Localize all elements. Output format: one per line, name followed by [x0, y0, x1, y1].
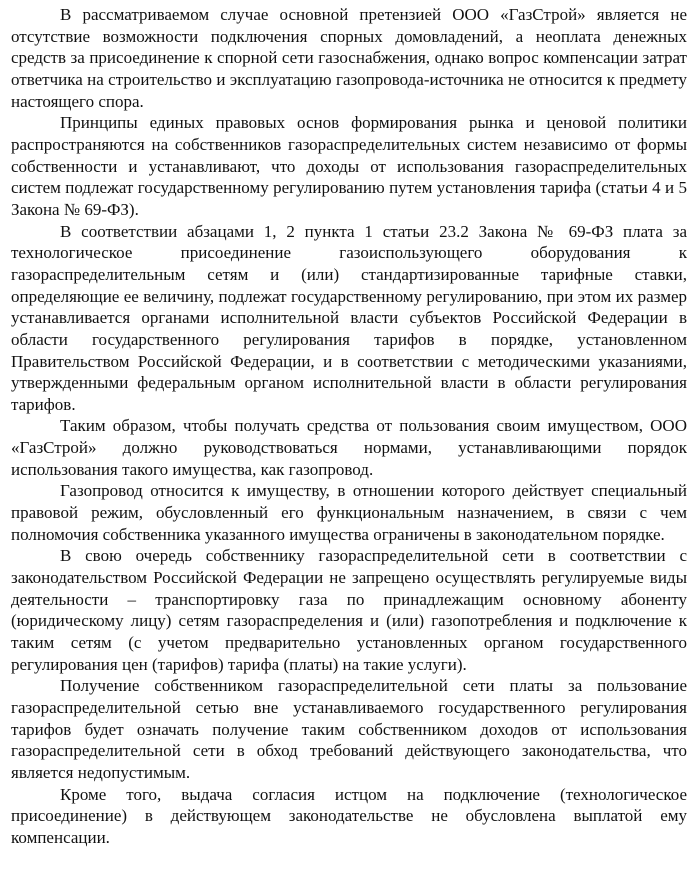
paragraph-5: Газопровод относится к имуществу, в отношении которого действует специальный правовой режим, обусловленный его функциональным назначением, в связи с чем полномочия собственника указанного имущества ограничены в законодательном порядке.: [11, 481, 687, 544]
paragraph-7: Получение собственником газораспределительной сети платы за пользование газораспределительной сетью вне устанавливаемого государственного регулирования тарифов будет означать получение таким собственником доходов от использования газораспределительной сети в обход требований действующего законодательства, что является недопустимым.: [11, 676, 687, 782]
document-page: [11, 4, 687, 849]
paragraph-2: Принципы единых правовых основ формирования рынка и ценовой политики распространяются на собственников газораспределительных систем независимо от формы собственности и устанавливают, что доходы от использования газораспределительных систем подлежат государственному регулированию путем установления тарифа (статьи 4 и 5 Закона № 69-ФЗ).: [11, 113, 687, 219]
paragraph-4: Таким образом, чтобы получать средства от пользования своим имуществом, ООО «ГазСтрой» должно руководствоваться нормами, устанавливающими порядок использования такого имущества, как газопровод.: [11, 416, 687, 479]
paragraph-3: В соответствии абзацами 1, 2 пункта 1 статьи 23.2 Закона № 69-ФЗ плата за технологическое присоединение газоиспользующего оборудования к газораспределительным сетям и (или) стандартизированные тарифные ставки, определяющие ее величину, подлежат государственному регулированию, при этом их размер устанавливается органами исполнительной власти субъектов Российской Федерации в области государственного регулирования тарифов в порядке, установленном Правительством Российской Федерации, и в соответствии с методическими указаниями, утвержденными федеральным органом исполнительной власти в области регулирования тарифов.: [11, 221, 687, 414]
paragraph-8: Кроме того, выдача согласия истцом на подключение (технологическое присоединение) в действующем законодательстве не обусловлена выплатой ему компенсации.: [11, 784, 687, 847]
paragraph-1: В рассматриваемом случае основной претензией ООО «ГазСтрой» является не отсутствие возможности подключения спорных домовладений, а неоплата денежных средств за присоединение к спорной сети газоснабжения, однако вопрос компенсации затрат ответчика на строительство и эксплуатацию газопровода-источника не относится к предмету настоящего спора.: [11, 5, 687, 111]
paragraph-6: В свою очередь собственнику газораспределительной сети в соответствии с законодательством Российской Федерации не запрещено осуществлять регулируемые виды деятельности – транспортировку газа по принадлежащим основному абоненту (юридическому лицу) сетям газораспределения и (или) газопотребления и подключение к таким сетям (с учетом предварительно установленных органом государственного регулирования цен (тарифов) тарифа (платы) на такие услуги).: [11, 546, 687, 674]
